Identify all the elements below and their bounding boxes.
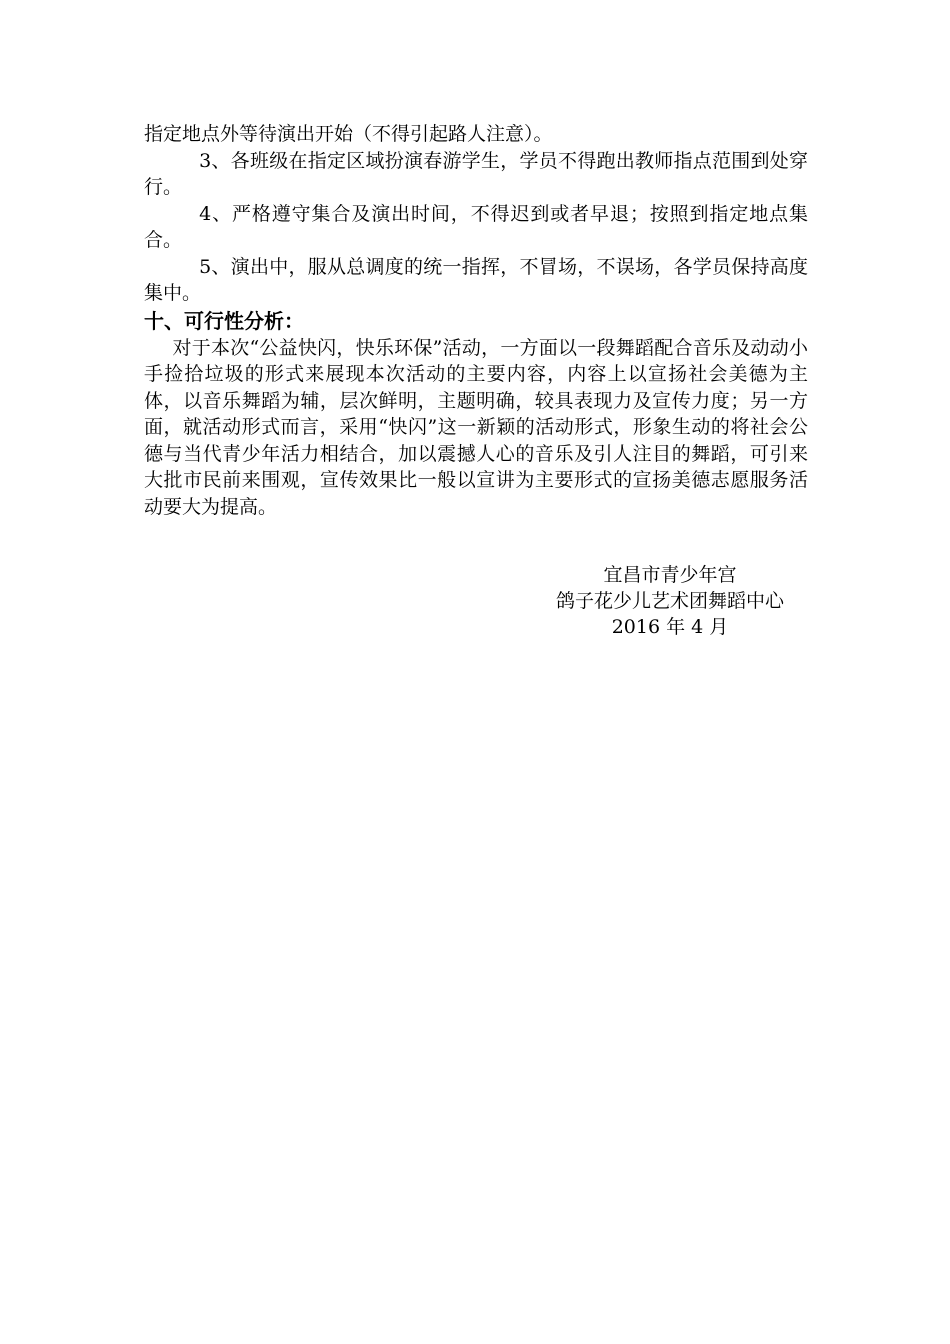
list-item-5: 5、演出中，服从总调度的统一指挥，不冒场，不误场，各学员保持高度集中。: [144, 255, 808, 304]
section-heading-feasibility: 十、可行性分析：: [144, 308, 304, 333]
list-item-3: 3、各班级在指定区域扮演春游学生，学员不得跑出教师指点范围到处穿行。: [144, 149, 808, 198]
feasibility-paragraph: 对于本次“公益快闪，快乐环保”活动，一方面以一段舞蹈配合音乐及动动小手捡拾垃圾的形式来展现本次活动的主要内容，内容上以宣扬社会美德为主体，以音乐舞蹈为辅，层次鲜明，主题明确，较具表现力及宣传力度；另一方面，就活动形式而言，采用“快闪”这一新颖的活动形式，形象生动的将社会公德与当代青少年活力相结合，加以震撼人心的音乐及引人注目的舞蹈，可引来大批市民前来围观，宣传效果比一般以宣讲为主要形式的宣扬美德志愿服务活动要大为提高。: [144, 336, 808, 518]
list-item-4: 4、严格遵守集合及演出时间，不得迟到或者早退；按照到指定地点集合。: [144, 202, 808, 251]
signature-date: 2016 年 4 月: [611, 616, 729, 638]
signature-block: [500, 562, 840, 640]
paragraph-continuation: 指定地点外等待演出开始（不得引起路人注意）。: [144, 123, 553, 145]
document-body: [144, 121, 808, 520]
signature-dept: 鸽子花少儿艺术团舞蹈中心: [555, 590, 784, 612]
signature-org: 宜昌市青少年宫: [603, 564, 737, 586]
